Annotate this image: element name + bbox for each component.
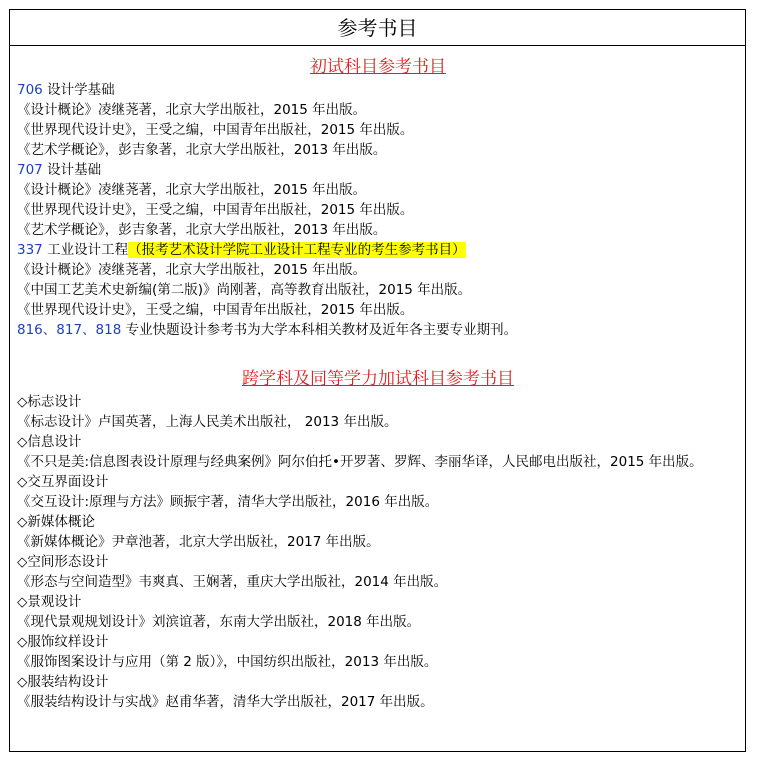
subject-name: 设计学基础: [42, 82, 115, 98]
book-line: 《服装结构设计与实战》赵甫华著，清华大学出版社，2017 年出版。: [17, 694, 434, 710]
footer-codes: 816、817、818: [17, 322, 122, 338]
subject-heading: ◇标志设计: [17, 394, 82, 410]
book-line: 《服饰图案设计与应用（第 2 版）》，中国纺织出版社，2013 年出版。: [17, 654, 438, 670]
page-title: 参考书目: [10, 10, 745, 46]
subject-heading: ◇服饰纹样设计: [17, 634, 109, 650]
subject-heading: ◇新媒体概论: [17, 514, 95, 530]
footer-text: 专业快题设计参考书为大学本科相关教材及近年各主要专业期刊。: [121, 322, 518, 338]
book-line: 《设计概论》凌继荛著，北京大学出版社，2015 年出版。: [17, 102, 367, 118]
book-line: 《形态与空间造型》韦爽真、王娴著，重庆大学出版社，2014 年出版。: [17, 574, 448, 590]
book-line: 《世界现代设计史》，王受之编，中国青年出版社，2015 年出版。: [17, 302, 414, 318]
section2-title: 跨学科及同等学力加试科目参考书目: [242, 369, 514, 389]
subject-name: 设计基础: [42, 162, 102, 178]
book-line: 《世界现代设计史》，王受之编，中国青年出版社，2015 年出版。: [17, 122, 414, 138]
subject-heading: ◇服装结构设计: [17, 674, 109, 690]
book-line: 《不只是美:信息图表设计原理与经典案例》阿尔伯托•开罗著、罗辉、李丽华译，人民邮电出版社，2015 年出版。: [17, 454, 703, 470]
subject-heading: ◇信息设计: [17, 434, 82, 450]
book-line: 《现代景观规划设计》刘滨谊著，东南大学出版社，2018 年出版。: [17, 614, 421, 630]
subject-code: 707: [17, 162, 43, 178]
subject-name: 工业设计工程: [42, 242, 129, 258]
subject-heading: [17, 80, 739, 100]
subject-heading: ◇景观设计: [17, 594, 82, 610]
subject-code: 337: [17, 242, 43, 258]
book-line: 《交互设计:原理与方法》顾振宇著，清华大学出版社，2016 年出版。: [17, 494, 439, 510]
book-line: 《设计概论》凌继荛著，北京大学出版社，2015 年出版。: [17, 182, 367, 198]
spacer: [17, 340, 739, 366]
book-line: 《世界现代设计史》，王受之编，中国青年出版社，2015 年出版。: [17, 202, 414, 218]
book-line: 《新媒体概论》尹章池著，北京大学出版社，2017 年出版。: [17, 534, 380, 550]
footer-note: [17, 320, 739, 340]
book-line: 《艺术学概论》，彭吉象著，北京大学出版社，2013 年出版。: [17, 222, 387, 238]
subject-heading: [17, 240, 739, 260]
subject-code: 706: [17, 82, 43, 98]
subject-heading: ◇空间形态设计: [17, 554, 109, 570]
subject-heading: [17, 160, 739, 180]
content: [17, 54, 739, 712]
book-line: 《中国工艺美术史新编(第二版)》尚刚著，高等教育出版社，2015 年出版。: [17, 282, 472, 298]
book-line: 《艺术学概论》，彭吉象著，北京大学出版社，2013 年出版。: [17, 142, 387, 158]
book-line: 《标志设计》卢国英著，上海人民美术出版社， 2013 年出版。: [17, 414, 398, 430]
document-frame: [9, 9, 746, 752]
highlighted-note: （报考艺术设计学院工业设计工程专业的考生参考书目）: [128, 242, 466, 258]
section1-title: 初试科目参考书目: [310, 57, 446, 77]
book-line: 《设计概论》凌继荛著，北京大学出版社，2015 年出版。: [17, 262, 367, 278]
subject-heading: ◇交互界面设计: [17, 474, 109, 490]
